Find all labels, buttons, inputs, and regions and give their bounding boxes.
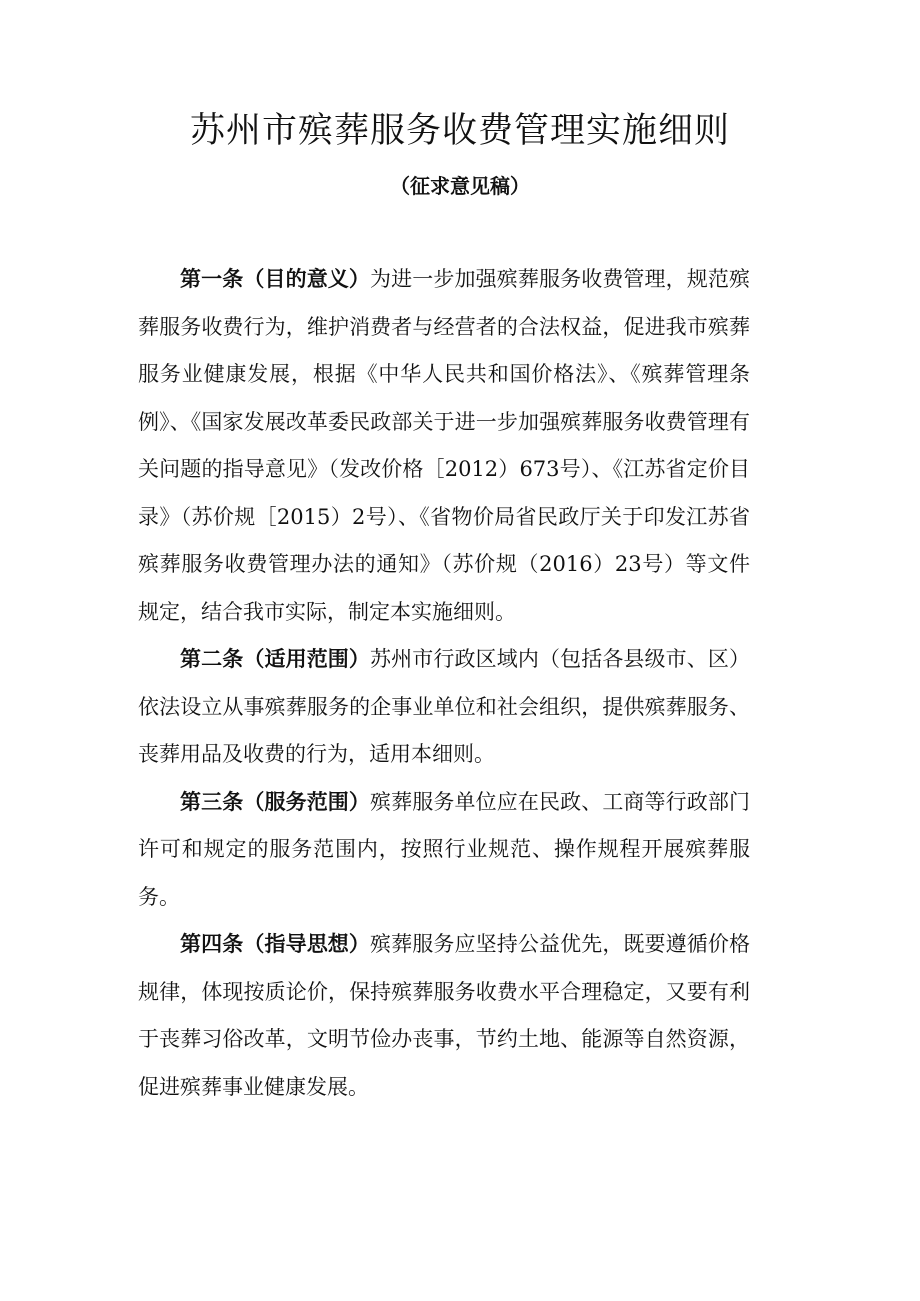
article-3 (138, 779, 750, 922)
document-subtitle: （征求意见稿） (390, 174, 530, 198)
article-text: 为进一步加强殡葬服务收费管理，规范殡葬服务收费行为，维护消费者与经营者的合法权益，促进我市殡葬服务业健康发展，根据《中华人民共和国价格法》、《殡葬管理条例》、《国家发展改革委民政部关于进一步加强殡葬服务收费管理有关问题的指导意见》（发改价格［2012）673号）、《江苏省定价目录》（苏价规［2015）2号）、《省物价局省民政厅关于印发江苏省殡葬服务收费管理办法的通知》（苏价规（2016）23号）等文件规定，结合我市实际，制定本实施细则。 (138, 267, 751, 624)
article-text: 殡葬服务单位应在民政、工商等行政部门许可和规定的服务范围内，按照行业规范、操作规程开展殡葬服务。 (138, 789, 751, 909)
article-text: 殡葬服务应坚持公益优先，既要遵循价格规律，体现按质论价，保持殡葬服务收费水平合理稳定，又要有利于丧葬习俗改革，文明节俭办丧事，节约土地、能源等自然资源，促进殡葬事业健康发展。 (138, 932, 751, 1099)
article-1 (138, 256, 750, 636)
document-title: 苏州市殡葬服务收费管理实施细则 (189, 111, 730, 151)
article-4 (138, 921, 750, 1111)
article-heading: 第一条（目的意义） (180, 267, 371, 291)
article-2 (138, 636, 750, 779)
document-body (138, 256, 750, 1111)
article-heading: 第二条（适用范围） (180, 647, 371, 671)
article-heading: 第三条（服务范围） (180, 789, 371, 814)
article-heading: 第四条（指导思想） (180, 932, 371, 956)
article-text: 苏州市行政区域内（包括各县级市、区）依法设立从事殡葬服务的企事业单位和社会组织，提供殡葬服务、丧葬用品及收费的行为，适用本细则。 (138, 647, 751, 766)
